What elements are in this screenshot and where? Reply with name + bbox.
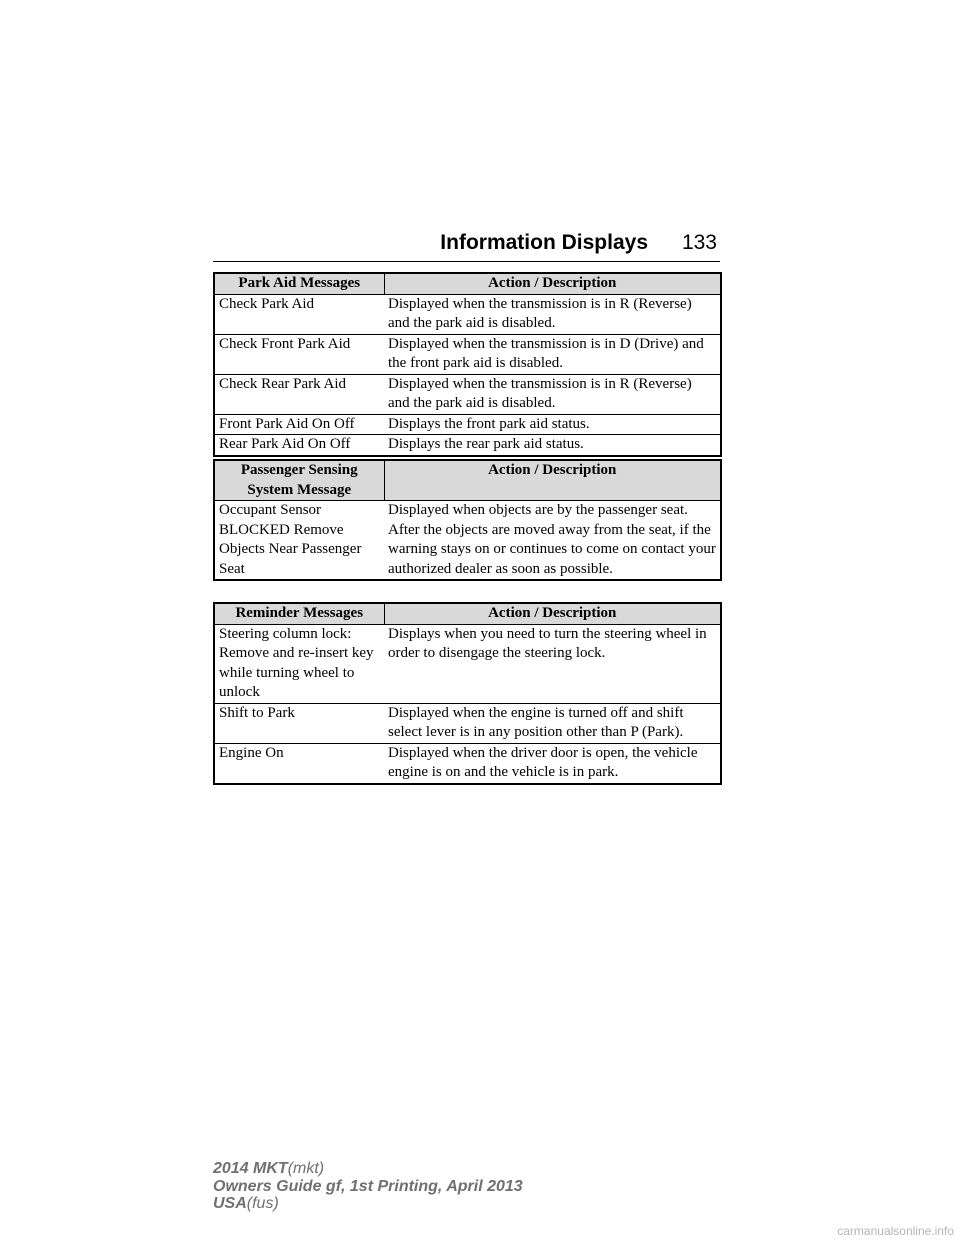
page-header <box>213 228 720 258</box>
footer-region: USA <box>213 1195 247 1212</box>
message-cell: Shift to Park <box>214 703 384 743</box>
table-header-row <box>214 460 721 501</box>
section-title: Information Displays <box>440 231 648 254</box>
description-cell: Displayed when the transmission is in D (Drive) and the front park aid is disabled. <box>384 334 721 374</box>
column-header-description: Action / Description <box>384 603 721 624</box>
table-row <box>214 624 721 703</box>
table-row <box>214 294 721 334</box>
description-cell: Displayed when objects are by the passenger seat. After the objects are moved away from the seat, if the warning stays on or continues to come on contact your authorized dealer as soon as possible. <box>384 501 721 581</box>
table-row <box>214 334 721 374</box>
page-number: 133 <box>681 231 717 254</box>
message-cell: Steering column lock: Remove and re-insert key while turning wheel to unlock <box>214 624 384 703</box>
header-rule <box>213 261 720 262</box>
description-cell: Displayed when the transmission is in R (Reverse) and the park aid is disabled. <box>384 374 721 414</box>
column-header-description: Action / Description <box>384 273 721 294</box>
table-row <box>214 743 721 784</box>
table-header-row <box>214 273 721 294</box>
footer-model: 2014 MKT <box>213 1160 288 1177</box>
description-cell: Displayed when the driver door is open, the vehicle engine is on and the vehicle is in park. <box>384 743 721 784</box>
table-row <box>214 435 721 456</box>
description-cell: Displays when you need to turn the steering wheel in order to disengage the steering lock. <box>384 624 721 703</box>
table-row <box>214 414 721 435</box>
print-footer <box>213 1160 523 1213</box>
footer-guide: Owners Guide gf, 1st Printing, April 2013 <box>213 1177 523 1195</box>
table-header-row <box>214 603 721 624</box>
message-cell: Check Park Aid <box>214 294 384 334</box>
footer-line-region <box>213 1195 523 1213</box>
message-cell: Check Rear Park Aid <box>214 374 384 414</box>
message-cell: Check Front Park Aid <box>214 334 384 374</box>
table-row <box>214 501 721 581</box>
column-header-message: Passenger Sensing System Message <box>214 460 384 501</box>
footer-line-model <box>213 1160 523 1178</box>
message-cell: Front Park Aid On Off <box>214 414 384 435</box>
message-cell: Occupant Sensor BLOCKED Remove Objects Near Passenger Seat <box>214 501 384 581</box>
description-cell: Displayed when the transmission is in R (Reverse) and the park aid is disabled. <box>384 294 721 334</box>
reminder-messages-table <box>213 602 722 785</box>
message-cell: Rear Park Aid On Off <box>214 435 384 456</box>
description-cell: Displayed when the engine is turned off and shift select lever is in any position other than P (Park). <box>384 703 721 743</box>
park-aid-messages-table <box>213 272 722 457</box>
column-header-description: Action / Description <box>384 460 721 501</box>
table-row <box>214 703 721 743</box>
column-header-message: Reminder Messages <box>214 603 384 624</box>
column-header-message: Park Aid Messages <box>214 273 384 294</box>
message-cell: Engine On <box>214 743 384 784</box>
footer-line-guide <box>213 1178 523 1196</box>
passenger-sensing-messages-table <box>213 459 722 581</box>
description-cell: Displays the rear park aid status. <box>384 435 721 456</box>
footer-model-code: (mkt) <box>287 1160 325 1177</box>
table-row <box>214 374 721 414</box>
footer-region-code: (fus) <box>246 1195 279 1212</box>
watermark: carmanualsonline.info <box>837 1224 954 1238</box>
description-cell: Displays the front park aid status. <box>384 414 721 435</box>
